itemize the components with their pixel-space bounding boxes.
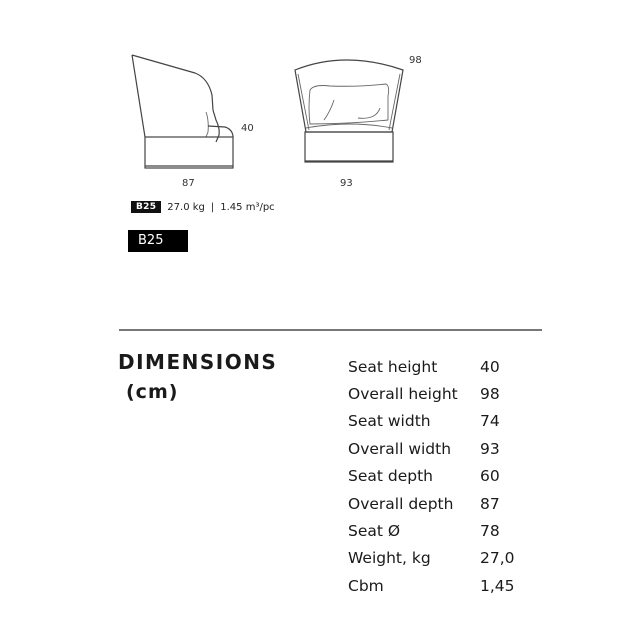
dimensions-table [348, 353, 540, 600]
row-value: 74 [480, 412, 500, 431]
spec-separator: | [210, 201, 215, 213]
table-row [348, 380, 540, 407]
row-value: 1,45 [480, 576, 515, 595]
weight-value: 27.0 kg [167, 201, 205, 213]
row-label: Overall width [348, 439, 452, 458]
row-label: Seat height [348, 357, 438, 376]
row-value: 93 [480, 439, 500, 458]
table-row [348, 517, 540, 544]
height-label: 98 [409, 55, 422, 66]
row-label: Overall depth [348, 494, 454, 513]
section-divider [119, 329, 542, 331]
table-row [348, 490, 540, 517]
width-label: 93 [340, 178, 353, 189]
row-value: 98 [480, 385, 500, 404]
table-row [348, 408, 540, 435]
row-value: 40 [480, 357, 500, 376]
dimensions-unit: (cm) [126, 381, 179, 403]
model-badge-large: B25 [128, 230, 188, 252]
front-view-drawing [290, 50, 420, 175]
table-row [348, 545, 540, 572]
table-row [348, 572, 540, 599]
row-value: 87 [480, 494, 500, 513]
row-label: Seat width [348, 412, 431, 431]
row-label: Weight, kg [348, 549, 431, 568]
model-badge-small: B25 [131, 201, 161, 213]
spec-line [131, 201, 275, 213]
side-view-drawing [120, 40, 250, 170]
seat-height-label: 40 [241, 123, 254, 134]
row-value: 60 [480, 467, 500, 486]
row-value: 78 [480, 522, 500, 541]
table-row [348, 435, 540, 462]
row-value: 27,0 [480, 549, 515, 568]
row-label: Overall height [348, 385, 458, 404]
table-row [348, 353, 540, 380]
row-label: Cbm [348, 576, 384, 595]
dimensions-title: DIMENSIONS [118, 350, 278, 374]
row-label: Seat Ø [348, 522, 401, 541]
volume-value: 1.45 m³/pc [220, 201, 275, 213]
row-label: Seat depth [348, 467, 433, 486]
depth-label: 87 [182, 178, 195, 189]
table-row [348, 463, 540, 490]
